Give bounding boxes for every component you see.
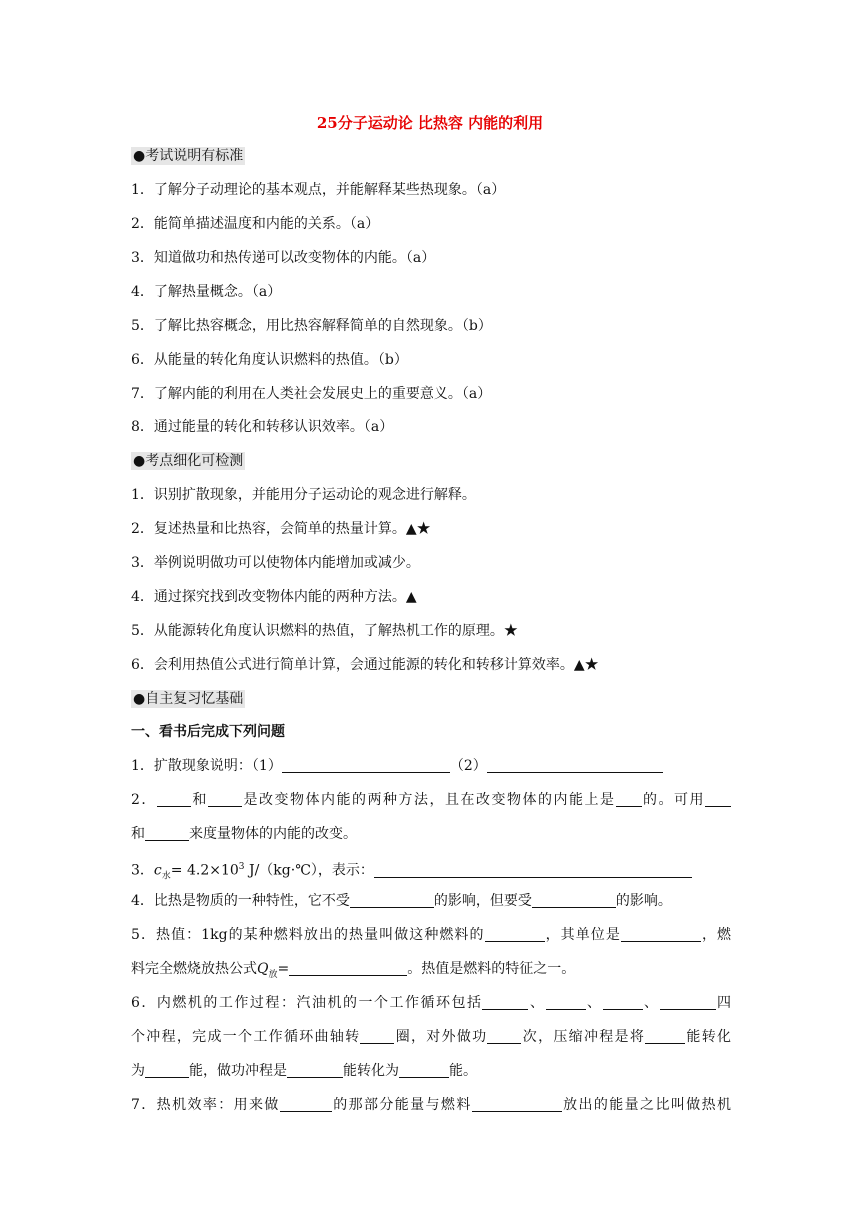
question-1: 1．扩散现象说明：（1） （2） bbox=[131, 756, 731, 776]
test-point-item: 3．举例说明做功可以使物体内能增加或减少。 bbox=[131, 555, 420, 571]
answer-blank[interactable] bbox=[280, 1097, 332, 1112]
standard-item: 5．了解比热容概念，用比热容解释简单的自然现象。（b） bbox=[131, 318, 492, 334]
answer-blank[interactable] bbox=[399, 1063, 449, 1078]
answer-blank[interactable] bbox=[705, 792, 731, 807]
answer-blank[interactable] bbox=[485, 927, 545, 942]
standard-item: 1．了解分子动理论的基本观点，并能解释某些热现象。（a） bbox=[131, 182, 506, 198]
subheading: 一、看书后完成下列问题 bbox=[131, 724, 285, 740]
answer-blank[interactable] bbox=[289, 961, 407, 976]
answer-blank[interactable] bbox=[532, 893, 616, 908]
test-point-item: 5．从能源转化角度认识燃料的热值，了解热机工作的原理。★ bbox=[131, 623, 518, 639]
answer-blank[interactable] bbox=[287, 1063, 343, 1078]
question-6-line-2: 个冲程，完成一个工作循环曲轴转 圈，对外做功 次，压缩冲程是将 能转化 bbox=[131, 1029, 732, 1045]
answer-blank[interactable] bbox=[660, 995, 716, 1010]
answer-blank[interactable] bbox=[645, 1029, 685, 1044]
answer-blank[interactable] bbox=[374, 863, 692, 878]
answer-blank[interactable] bbox=[208, 792, 242, 807]
question-2-line-2: 和 来度量物体的内能的改变。 bbox=[131, 826, 357, 842]
standard-item: 2．能简单描述温度和内能的关系。（a） bbox=[131, 216, 380, 232]
answer-blank[interactable] bbox=[487, 1029, 521, 1044]
answer-blank[interactable] bbox=[603, 995, 643, 1010]
answer-blank[interactable] bbox=[145, 1063, 189, 1078]
test-point-item: 6．会利用热值公式进行简单计算，会通过能源的转化和转移计算效率。▲★ bbox=[131, 657, 599, 673]
question-6-line-3: 为 能，做功冲程是 能转化为 能。 bbox=[131, 1063, 477, 1079]
test-point-item: 4．通过探究找到改变物体内能的两种方法。▲ bbox=[131, 589, 417, 605]
answer-blank[interactable] bbox=[350, 893, 434, 908]
section-heading-test-points: ●考点细化可检测 bbox=[133, 453, 244, 469]
answer-blank[interactable] bbox=[157, 792, 191, 807]
question-7: 7．热机效率：用来做 的那部分能量与燃料 放出的能量之比叫做热机 bbox=[131, 1097, 732, 1113]
page-title: 25分子运动论 比热容 内能的利用 bbox=[316, 114, 544, 132]
section-heading-exam-standards: ●考试说明有标准 bbox=[133, 148, 244, 164]
answer-blank[interactable] bbox=[487, 758, 663, 773]
answer-blank[interactable] bbox=[145, 826, 189, 841]
question-2-line-1: 2． 和 是改变物体内能的两种方法，且在改变物体的内能上是 的。可用 bbox=[131, 790, 731, 810]
standard-item: 4．了解热量概念。（a） bbox=[131, 284, 282, 300]
answer-blank[interactable] bbox=[616, 792, 642, 807]
answer-blank[interactable] bbox=[360, 1029, 394, 1044]
question-5-line-2: 料完全燃烧放热公式$Q_放=$ 。热值是燃料的特征之一。 bbox=[131, 961, 576, 980]
test-point-item: 2．复述热量和比热容，会简单的热量计算。▲★ bbox=[131, 521, 431, 537]
answer-blank[interactable] bbox=[472, 1097, 562, 1112]
standard-item: 8．通过能量的转化和转移认识效率。（a） bbox=[131, 419, 394, 435]
question-6-line-1: 6．内燃机的工作过程：汽油机的一个工作循环包括 、 、 、 四 bbox=[131, 995, 732, 1011]
test-point-item: 1．识别扩散现象，并能用分子运动论的观念进行解释。 bbox=[131, 487, 476, 503]
answer-blank[interactable] bbox=[546, 995, 586, 1010]
section-heading-self-review: ●自主复习忆基础 bbox=[133, 691, 244, 707]
answer-blank[interactable] bbox=[482, 995, 528, 1010]
answer-blank[interactable] bbox=[621, 927, 701, 942]
question-5-line-1: 5．热值：1kg的某种燃料放出的热量叫做这种燃料的 ，其单位是 ，燃 bbox=[131, 927, 732, 943]
standard-item: 3．知道做功和热传递可以改变物体的内能。（a） bbox=[131, 250, 436, 266]
answer-blank[interactable] bbox=[282, 758, 450, 773]
standard-item: 6．从能量的转化角度认识燃料的热值。（b） bbox=[131, 352, 408, 368]
question-3: 3．$c_水= 4.2\times 10^3$ J/（kg·℃），表示： bbox=[131, 857, 731, 886]
question-4: 4．比热是物质的一种特性，它不受 的影响，但要受 的影响。 bbox=[131, 893, 672, 909]
standard-item: 7．了解内能的利用在人类社会发展史上的重要意义。（a） bbox=[131, 386, 492, 402]
